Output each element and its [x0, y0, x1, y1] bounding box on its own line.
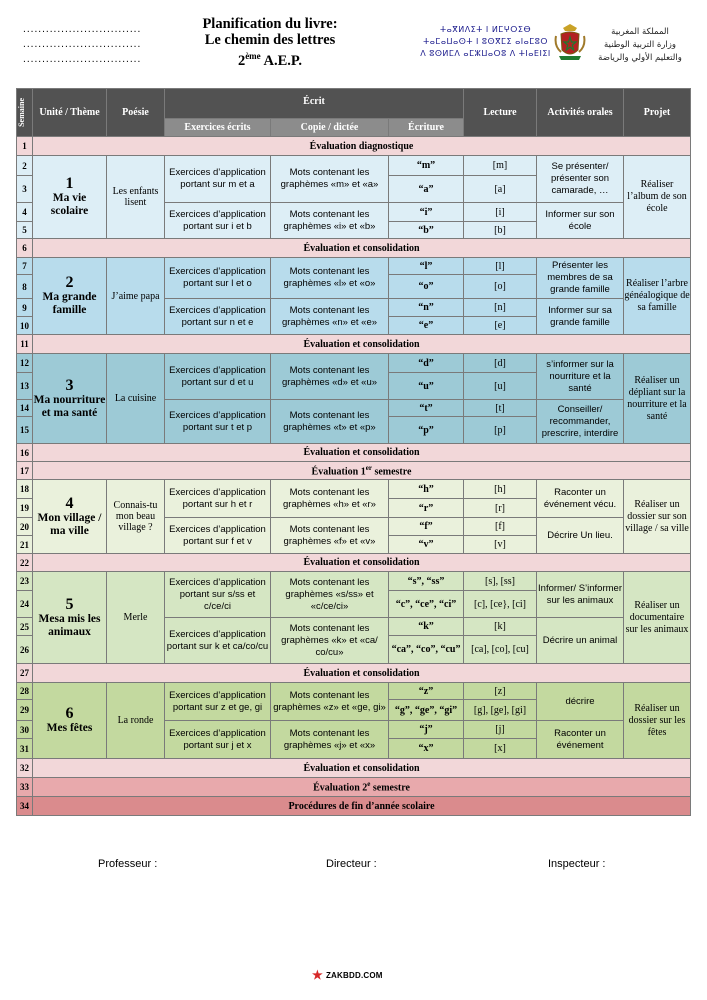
week-number: 31 — [17, 739, 33, 759]
lecture-cell: [x] — [464, 739, 537, 759]
unit-title: Mon village / ma ville — [37, 511, 102, 537]
copy-cell: Mots contenant les graphèmes «t» et «p» — [271, 400, 389, 444]
week-number: 7 — [17, 258, 33, 275]
copy-cell: Mots contenant les graphèmes «z» et «ge, gi» — [271, 683, 389, 721]
week-number: 6 — [17, 239, 33, 258]
exercise-cell: Exercices d’application portant sur j et x — [165, 721, 271, 759]
unit-number: 6 — [65, 705, 74, 722]
table-row — [17, 572, 691, 591]
lecture-cell: [r] — [464, 499, 537, 518]
exercise-cell: Exercices d’application portant sur n et e — [165, 299, 271, 335]
lecture-cell: [l] — [464, 258, 537, 275]
brand-watermark — [312, 968, 383, 982]
oral-cell: Informer sur son école — [537, 203, 624, 239]
copy-cell: Mots contenant les graphèmes «j» et «x» — [271, 721, 389, 759]
lecture-cell: [o] — [464, 275, 537, 299]
poem-cell: Les enfants lisent — [107, 156, 165, 239]
letter-cell: “o” — [389, 275, 464, 299]
lecture-cell: [b] — [464, 222, 537, 239]
arabic-line: والتعليم الأولي والرياضة — [598, 53, 682, 63]
week-number: 16 — [17, 444, 33, 462]
inspecteur-signature-label: Inspecteur : — [548, 858, 606, 870]
lecture-cell: [n] — [464, 299, 537, 317]
copy-cell: Mots contenant les graphèmes «n» et «e» — [271, 299, 389, 335]
letter-cell: “b” — [389, 222, 464, 239]
table-row — [17, 778, 691, 797]
grade-sup: ème — [245, 51, 261, 61]
week-number: 33 — [17, 778, 33, 797]
week-number: 15 — [17, 417, 33, 444]
letter-cell: “k” — [389, 618, 464, 636]
letter-cell: “x” — [389, 739, 464, 759]
oral-cell: Décrire un animal — [537, 618, 624, 664]
exercise-cell: Exercices d’application portant sur l et o — [165, 258, 271, 299]
week-number: 13 — [17, 373, 33, 400]
oral-cell: Informer/ S’informer sur les animaux — [537, 572, 624, 618]
unit-cell — [33, 683, 107, 759]
lecture-cell: [i] — [464, 203, 537, 222]
arabic-line: وزارة التربية الوطنية — [603, 40, 677, 50]
semester-evaluation-row: Évaluation 2e semestre — [33, 778, 691, 797]
copy-cell: Mots contenant les graphèmes «h» et «r» — [271, 480, 389, 518]
oral-cell: Présenter les membres de sa grande famille — [537, 258, 624, 299]
col-poesie-header: Poésie — [107, 89, 165, 137]
oral-cell: Informer sur sa grande famille — [537, 299, 624, 335]
col-activites-header: Activités orales — [537, 89, 624, 137]
poem-cell: La cuisine — [107, 354, 165, 444]
col-unite-header: Unité / Thème — [33, 89, 107, 137]
title-grade — [150, 48, 390, 69]
exercise-cell: Exercices d’application portant sur k et ca/co/cu — [165, 618, 271, 664]
col-exercices-header: Exercices écrits — [165, 119, 271, 137]
unit-number: 2 — [65, 274, 74, 291]
letter-cell: “e” — [389, 317, 464, 335]
copy-cell: Mots contenant les graphèmes «l» et «o» — [271, 258, 389, 299]
unit-cell — [33, 258, 107, 335]
evaluation-row: Évaluation et consolidation — [33, 664, 691, 683]
semester-evaluation-row: Évaluation 1er semestre — [33, 462, 691, 480]
oral-cell: Décrire Un lieu. — [537, 518, 624, 554]
letter-cell: “ca”, “co”, “cu” — [389, 636, 464, 664]
week-number: 34 — [17, 797, 33, 816]
table-row — [17, 462, 691, 480]
unit-cell — [33, 572, 107, 664]
project-cell: Réaliser l’album de son école — [624, 156, 691, 239]
project-cell: Réaliser un dossier sur les fêtes — [624, 683, 691, 759]
lecture-cell: [f] — [464, 518, 537, 536]
week-number: 22 — [17, 554, 33, 572]
week-number: 27 — [17, 664, 33, 683]
letter-cell: “c”, “ce”, “ci” — [389, 591, 464, 618]
oral-cell: Conseiller/ recommander, prescrire, interdire — [537, 400, 624, 444]
col-ecrit-header: Écrit — [165, 89, 464, 119]
week-number: 17 — [17, 462, 33, 480]
table-row — [17, 137, 691, 156]
dotted-line: ............................... — [22, 55, 141, 64]
lecture-cell: [d] — [464, 354, 537, 373]
table-row — [17, 797, 691, 816]
exercise-cell: Exercices d’application portant sur f et v — [165, 518, 271, 554]
week-number: 26 — [17, 636, 33, 664]
letter-cell: “u” — [389, 373, 464, 400]
project-cell: Réaliser un documentaire sur les animaux — [624, 572, 691, 664]
evaluation-row: Évaluation et consolidation — [33, 239, 691, 258]
week-number: 5 — [17, 222, 33, 239]
week-number: 19 — [17, 499, 33, 518]
oral-cell: Se présenter/ présenter son camarade, … — [537, 156, 624, 203]
letter-cell: “z” — [389, 683, 464, 700]
lecture-cell: [g], [ge], [gi] — [464, 700, 537, 721]
evaluation-row: Évaluation et consolidation — [33, 759, 691, 778]
unit-number: 3 — [65, 376, 74, 394]
week-number: 3 — [17, 176, 33, 203]
dotted-line: ............................... — [22, 25, 141, 34]
kingdom-emblem-icon — [553, 22, 587, 62]
unit-number: 1 — [65, 175, 74, 192]
exercise-cell: Exercices d’application portant sur i et b — [165, 203, 271, 239]
project-cell: Réaliser un dossier sur son village / sa ville — [624, 480, 691, 554]
star-icon: ★ — [312, 968, 323, 982]
lecture-cell: [m] — [464, 156, 537, 176]
col-projet-header: Projet — [624, 89, 691, 137]
project-cell: Réaliser un dépliant sur la nourriture et la santé — [624, 354, 691, 444]
tifinagh-line: ⵜⴰⴳⵍⴷⵉⵜ ⵏ ⵍⵎⵖⵔⵉⴱ — [439, 25, 532, 34]
week-number: 4 — [17, 203, 33, 222]
unit-number: 4 — [65, 494, 74, 512]
table-row — [17, 664, 691, 683]
unit-cell — [33, 156, 107, 239]
lecture-cell: [ca], [co], [cu] — [464, 636, 537, 664]
unit-title: Ma nourriture et ma santé — [33, 393, 106, 419]
copy-cell: Mots contenant les graphèmes «f» et «v» — [271, 518, 389, 554]
week-number: 11 — [17, 335, 33, 354]
letter-cell: “h” — [389, 480, 464, 499]
week-number: 12 — [17, 354, 33, 373]
table-row — [17, 258, 691, 275]
tifinagh-line: ⵜⴰⵎⴰⵡⴰⵙⵜ ⵏ ⵓⵙⴳⵎⵉ ⴰⵏⴰⵎⵓⵔ — [423, 37, 548, 46]
exercise-cell: Exercices d’application portant sur d et u — [165, 354, 271, 400]
lecture-cell: [c], [ce}, [ci] — [464, 591, 537, 618]
table-row — [17, 759, 691, 778]
exercise-cell: Exercices d’application portant sur t et p — [165, 400, 271, 444]
arabic-line: المملكة المغربية — [611, 27, 669, 37]
week-number: 29 — [17, 700, 33, 721]
table-row — [17, 554, 691, 572]
evaluation-row: Évaluation diagnostique — [33, 137, 691, 156]
tifinagh-line: ⴷ ⵓⵙⵍⵎⴷ ⴰⵎⵣⵡⴰⵔⵓ ⴷ ⵜⵏⴰⴹⵏⵉⵏ — [420, 49, 551, 58]
week-number: 32 — [17, 759, 33, 778]
lecture-cell: [p] — [464, 417, 537, 444]
signature-lines — [22, 22, 141, 67]
dotted-line: ............................... — [22, 40, 141, 49]
end-of-year-row: Procédures de fin d’année scolaire — [33, 797, 691, 816]
poem-cell: J’aime papa — [107, 258, 165, 335]
oral-cell: Raconter un événement vécu. — [537, 480, 624, 518]
evaluation-row: Évaluation et consolidation — [33, 554, 691, 572]
week-number: 10 — [17, 317, 33, 335]
unit-number: 5 — [65, 595, 74, 613]
project-cell: Réaliser l’arbre généalogique de sa famille — [624, 258, 691, 335]
unit-cell — [33, 354, 107, 444]
grade-number: 2 — [237, 52, 246, 69]
title-line-1: Planification du livre: — [202, 16, 338, 32]
table-row — [17, 683, 691, 700]
poem-cell: La ronde — [107, 683, 165, 759]
lecture-cell: [u] — [464, 373, 537, 400]
oral-cell: décrire — [537, 683, 624, 721]
table-row — [17, 354, 691, 373]
letter-cell: “m” — [389, 156, 464, 176]
table-row — [17, 156, 691, 176]
exercise-cell: Exercices d’application portant sur m et a — [165, 156, 271, 203]
col-semaine-header: Semaine — [17, 89, 33, 137]
exercise-cell: Exercices d’application portant sur z et ge, gi — [165, 683, 271, 721]
table-row — [17, 335, 691, 354]
lecture-cell: [k] — [464, 618, 537, 636]
copy-cell: Mots contenant les graphèmes «s/ss» et «c/ce/ci» — [271, 572, 389, 618]
exercise-cell: Exercices d’application portant sur s/ss et c/ce/ci — [165, 572, 271, 618]
table-row — [17, 444, 691, 462]
letter-cell: “r” — [389, 499, 464, 518]
letter-cell: “l” — [389, 258, 464, 275]
lecture-cell: [e] — [464, 317, 537, 335]
unit-title: Ma vie scolaire — [50, 192, 89, 217]
brand-text: ZAKBDD.COM — [325, 971, 383, 980]
professeur-signature-label: Professeur : — [98, 858, 158, 870]
table-header-row — [17, 89, 691, 119]
lecture-cell: [a] — [464, 176, 537, 203]
copy-cell: Mots contenant les graphèmes «k» et «ca/ co/cu» — [271, 618, 389, 664]
lecture-cell: [v] — [464, 536, 537, 554]
col-lecture-header: Lecture — [464, 89, 537, 137]
letter-cell: “j” — [389, 721, 464, 739]
week-number: 9 — [17, 299, 33, 317]
unit-title: Mesa mis les animaux — [38, 612, 101, 638]
unit-cell — [33, 480, 107, 554]
directeur-signature-label: Directeur : — [326, 858, 377, 870]
letter-cell: “f” — [389, 518, 464, 536]
week-number: 14 — [17, 400, 33, 417]
document-title — [150, 16, 390, 69]
oral-cell: Raconter un événement — [537, 721, 624, 759]
ministry-name-arabic — [590, 26, 690, 65]
table-row — [17, 239, 691, 258]
week-number: 20 — [17, 518, 33, 536]
poem-cell: Merle — [107, 572, 165, 664]
ministry-name-tifinagh — [418, 24, 553, 60]
copy-cell: Mots contenant les graphèmes «m» et «a» — [271, 156, 389, 203]
lecture-cell: [h] — [464, 480, 537, 499]
week-number: 24 — [17, 591, 33, 618]
letter-cell: “i” — [389, 203, 464, 222]
table-row — [17, 480, 691, 499]
letter-cell: “n” — [389, 299, 464, 317]
letter-cell: “s”, “ss” — [389, 572, 464, 591]
week-number: 2 — [17, 156, 33, 176]
letter-cell: “p” — [389, 417, 464, 444]
week-number: 30 — [17, 721, 33, 739]
letter-cell: “t” — [389, 400, 464, 417]
week-number: 23 — [17, 572, 33, 591]
oral-cell: s’informer sur la nourriture et la santé — [537, 354, 624, 400]
week-number: 1 — [17, 137, 33, 156]
exercise-cell: Exercices d’application portant sur h et r — [165, 480, 271, 518]
poem-cell: Connais-tu mon beau village ? — [107, 480, 165, 554]
week-number: 8 — [17, 275, 33, 299]
letter-cell: “a” — [389, 176, 464, 203]
letter-cell: “v” — [389, 536, 464, 554]
week-number: 21 — [17, 536, 33, 554]
col-ecriture-header: Écriture — [389, 119, 464, 137]
lecture-cell: [z] — [464, 683, 537, 700]
week-number: 25 — [17, 618, 33, 636]
letter-cell: “g”, “ge”, “gi” — [389, 700, 464, 721]
lecture-cell: [s], [ss] — [464, 572, 537, 591]
unit-title: Mes fêtes — [46, 722, 93, 734]
grade-rest: A.E.P. — [260, 52, 303, 69]
col-copie-header: Copie / dictée — [271, 119, 389, 137]
lecture-cell: [t] — [464, 400, 537, 417]
week-number: 18 — [17, 480, 33, 499]
letter-cell: “d” — [389, 354, 464, 373]
lecture-cell: [j] — [464, 721, 537, 739]
unit-title: Ma grande famille — [42, 291, 97, 316]
copy-cell: Mots contenant les graphèmes «d» et «u» — [271, 354, 389, 400]
title-line-2: Le chemin des lettres — [204, 32, 336, 48]
planning-table — [16, 88, 691, 816]
copy-cell: Mots contenant les graphèmes «i» et «b» — [271, 203, 389, 239]
week-number: 28 — [17, 683, 33, 700]
evaluation-row: Évaluation et consolidation — [33, 335, 691, 354]
evaluation-row: Évaluation et consolidation — [33, 444, 691, 462]
